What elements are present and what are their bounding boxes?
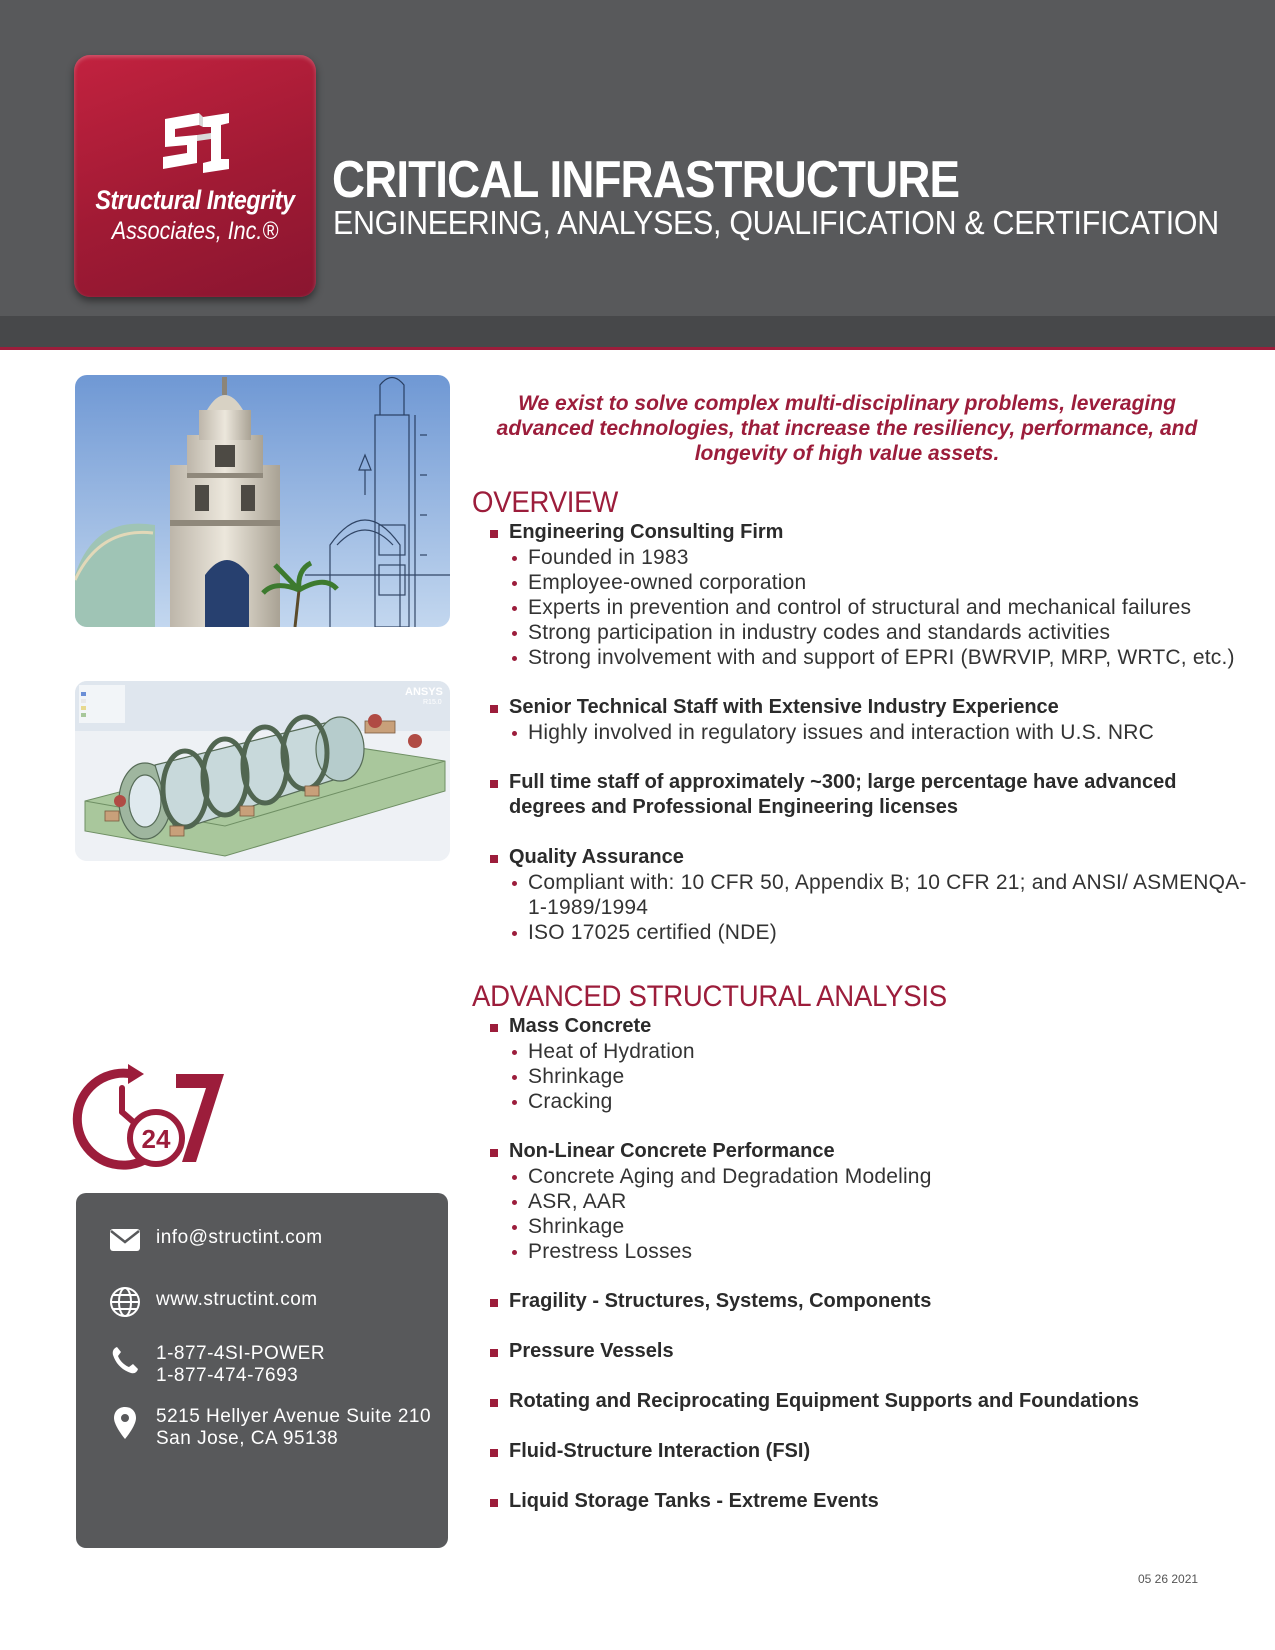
list-item: Strong involvement with and support of EPRI (BWRVIP, MRP, WRTC, etc.) xyxy=(490,645,1250,670)
bullet-heading: Liquid Storage Tanks - Extreme Events xyxy=(490,1489,1250,1514)
contact-web-row xyxy=(108,1285,318,1319)
page-subtitle: ENGINEERING, ANALYSES, QUALIFICATION & CERTIFICATION xyxy=(333,204,1219,241)
overview-list xyxy=(490,520,1250,970)
list-item: Heat of Hydration xyxy=(490,1039,1250,1064)
list-item: ISO 17025 certified (NDE) xyxy=(490,920,1250,945)
list-group xyxy=(490,1014,1250,1114)
list-item: Cracking xyxy=(490,1089,1250,1114)
badge-label: 24 xyxy=(141,1124,171,1154)
contact-email-row xyxy=(108,1223,323,1257)
list-item: Highly involved in regulatory issues and interaction with U.S. NRC xyxy=(490,720,1250,745)
list-group xyxy=(490,695,1250,745)
list-group xyxy=(490,520,1250,670)
list-item: Concrete Aging and Degradation Modeling xyxy=(490,1164,1250,1189)
logo-subname: Associates, Inc.® xyxy=(111,217,279,245)
ansys-label: ANSYS xyxy=(405,686,443,698)
logo-name: Structural Integrity xyxy=(95,185,295,215)
mission-tagline: We exist to solve complex multi-disciplinary problems, leveraging advanced technologies, that increase the resiliency, performance, and longevity of high value assets. xyxy=(496,392,1198,465)
bullet-heading: Pressure Vessels xyxy=(490,1339,1250,1364)
bullet-heading: Senior Technical Staff with Extensive Industry Experience xyxy=(490,695,1250,720)
ansys-version: R15.0 xyxy=(423,699,442,706)
contact-email[interactable]: info@structint.com xyxy=(156,1227,323,1248)
contact-phone-row xyxy=(108,1343,325,1387)
contact-address-row xyxy=(108,1406,431,1450)
bullet-heading: Engineering Consulting Firm xyxy=(490,520,1250,545)
overview-heading: OVERVIEW xyxy=(472,486,619,519)
globe-icon xyxy=(108,1285,142,1319)
bullet-heading: Quality Assurance xyxy=(490,845,1250,870)
header-band xyxy=(0,316,1275,350)
list-group xyxy=(490,1339,1250,1364)
list-item: Shrinkage xyxy=(490,1214,1250,1239)
contact-panel xyxy=(76,1193,448,1548)
bullet-heading: Non-Linear Concrete Performance xyxy=(490,1139,1250,1164)
list-item: Strong participation in industry codes and standards activities xyxy=(490,620,1250,645)
list-group xyxy=(490,845,1250,945)
24-7-support-icon xyxy=(72,1058,232,1170)
list-item: Prestress Losses xyxy=(490,1239,1250,1264)
location-pin-icon xyxy=(108,1406,142,1440)
contact-address: 5215 Hellyer Avenue Suite 210 San Jose, CA 95138 xyxy=(156,1406,432,1449)
bullet-heading: Rotating and Reciprocating Equipment Supports and Foundations xyxy=(490,1389,1250,1414)
bullet-heading: Mass Concrete xyxy=(490,1014,1250,1039)
phone-icon xyxy=(108,1343,142,1377)
list-item: Experts in prevention and control of structural and mechanical failures xyxy=(490,595,1250,620)
list-item: ASR, AAR xyxy=(490,1189,1250,1214)
contact-phone[interactable]: 1-877-4SI-POWER 1-877-474-7693 xyxy=(156,1343,326,1386)
contact-website[interactable]: www.structint.com xyxy=(156,1289,318,1310)
list-group xyxy=(490,1389,1250,1414)
fea-legend xyxy=(79,685,125,723)
list-group xyxy=(490,1139,1250,1264)
analysis-list xyxy=(490,1014,1250,1539)
bullet-heading: Full time staff of approximately ~300; large percentage have advanced degrees and Professional Engineering licenses xyxy=(490,770,1250,820)
list-group xyxy=(490,1439,1250,1464)
list-item: Employee-owned corporation xyxy=(490,570,1250,595)
tower-photo xyxy=(75,375,450,627)
bullet-heading: Fragility - Structures, Systems, Components xyxy=(490,1289,1250,1314)
page-title: CRITICAL INFRASTRUCTURE xyxy=(332,151,960,209)
envelope-icon xyxy=(108,1223,142,1257)
list-item: Founded in 1983 xyxy=(490,545,1250,570)
si-logo-icon xyxy=(159,113,231,175)
company-logo xyxy=(74,55,316,297)
list-item: Compliant with: 10 CFR 50, Appendix B; 10 CFR 21; and ANSI/ ASMENQA-1-1989/1994 xyxy=(490,870,1250,920)
bullet-heading: Fluid-Structure Interaction (FSI) xyxy=(490,1439,1250,1464)
list-item: Shrinkage xyxy=(490,1064,1250,1089)
document-date: 05 26 2021 xyxy=(1138,1572,1199,1586)
list-group xyxy=(490,770,1250,820)
list-group xyxy=(490,1489,1250,1514)
analysis-heading: ADVANCED STRUCTURAL ANALYSIS xyxy=(472,980,947,1013)
list-group xyxy=(490,1289,1250,1314)
fea-model-image xyxy=(75,681,450,861)
